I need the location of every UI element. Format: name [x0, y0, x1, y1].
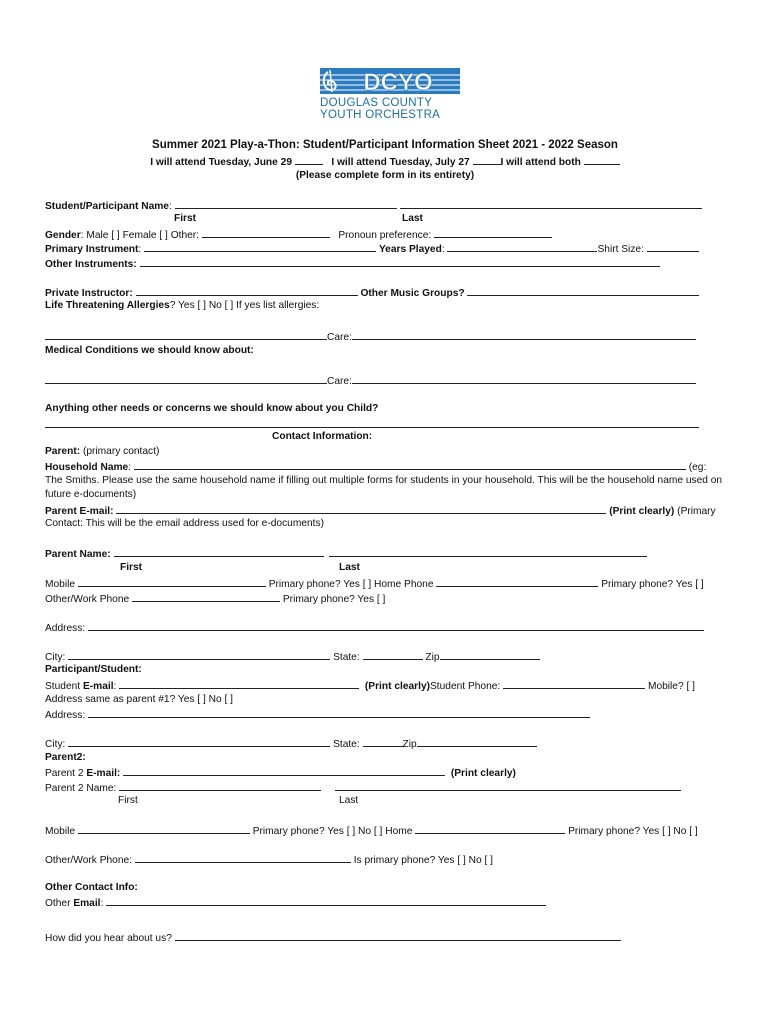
participant-same-address[interactable]: Address same as parent #1? Yes [ ] No [ ] — [45, 694, 234, 705]
student-name-label: Student/Participant Name — [45, 201, 169, 212]
instrument-row: Primary Instrument: Years Played: Shirt Size: — [45, 242, 699, 256]
primary-word: (Primary — [677, 506, 716, 517]
other-email-row: Other Email: — [45, 896, 546, 910]
hear-about-field[interactable] — [175, 931, 621, 941]
allergies-label: Life Threatening Allergies — [45, 300, 170, 311]
parent-work-primary-q[interactable]: Primary phone? Yes [ ] — [282, 594, 386, 605]
household-row: Household Name: (eg: — [45, 462, 707, 473]
parent-address-label: Address: — [45, 623, 86, 634]
participant-address-row — [45, 708, 590, 722]
other-music-groups-label: Other Music Groups? — [360, 288, 465, 299]
primary-instrument-field[interactable] — [144, 242, 376, 252]
logo-line2: YOUTH ORCHESTRA — [320, 109, 441, 121]
parent-home-primary-q[interactable]: Primary phone? Yes [ ] — [601, 579, 704, 590]
parent-mobile-field[interactable] — [78, 577, 266, 587]
other-needs-label: Anything other needs or concerns we should know about you Child? — [45, 403, 379, 414]
household-note-2: future e-documents) — [45, 489, 137, 500]
student-name-row: Student/Participant Name: — [45, 199, 702, 213]
other-email-field[interactable] — [106, 896, 546, 906]
participant-email-row: Student E-mail: (Print clearly)Student Phone: Mobile? [ ] — [45, 681, 695, 692]
parent-email-field[interactable] — [116, 504, 606, 514]
other-needs-row — [45, 418, 699, 432]
parent2-mobile-row — [45, 824, 698, 838]
parent2-email-row — [45, 766, 516, 780]
participant-mobile-q[interactable]: Mobile? [ ] — [647, 681, 695, 692]
page-title: Summer 2021 Play-a-Thon: Student/Participant Information Sheet 2021 - 2022 Season — [152, 139, 618, 151]
attend-line — [0, 155, 770, 169]
allergies-care-label: Care: — [327, 332, 352, 343]
participant-print-clearly: (Print clearly) — [364, 681, 431, 692]
participant-email-label: E-mail — [82, 681, 114, 692]
participant-student-label: Student — [45, 681, 81, 692]
years-played-label: Years Played — [378, 244, 442, 255]
parent2-heading: Parent2: — [45, 752, 86, 763]
hear-about-row — [45, 931, 621, 945]
parent2-first-caption: First — [118, 795, 138, 806]
logo-mark: DCYO — [363, 69, 433, 96]
parent2-email-field[interactable] — [123, 766, 445, 776]
parent-address-row — [45, 621, 704, 635]
primary-instrument-label: Primary Instrument — [45, 244, 139, 255]
attend-june-field[interactable] — [295, 155, 323, 165]
other-email-label: Email — [73, 898, 101, 909]
parent2-print-clearly: (Print clearly) — [450, 768, 516, 779]
parent2-mobile-field[interactable] — [78, 824, 250, 834]
allergies-row — [45, 300, 319, 312]
parent2-last-caption: Last — [339, 795, 359, 806]
medical-label: Medical Conditions we should know about: — [45, 345, 254, 356]
parent-state-field[interactable] — [363, 650, 423, 660]
medical-conditions-field[interactable] — [45, 374, 327, 384]
parent2-work-primary-q[interactable]: Is primary phone? Yes [ ] No [ ] — [353, 855, 494, 866]
participant-phone-field[interactable] — [503, 679, 645, 689]
gender-label: Gender — [45, 230, 81, 241]
parent-last-name-field[interactable] — [329, 547, 647, 557]
private-instructor-field[interactable] — [136, 286, 358, 296]
hear-about-label: How did you hear about us? — [45, 933, 172, 944]
participant-zip-label: Zip — [402, 739, 417, 750]
parent-zip-field[interactable] — [440, 650, 540, 660]
parent-email-row — [45, 504, 716, 518]
allergies-care-row — [45, 330, 696, 344]
parent-heading-row — [45, 446, 159, 458]
participant-zip-field[interactable] — [417, 737, 537, 747]
parent-first-name-field[interactable] — [114, 547, 324, 557]
parent2-mobile-primary-q[interactable]: Primary phone? Yes [ ] No [ ] Home — [252, 826, 413, 837]
parent2-last-name-field[interactable] — [335, 781, 681, 791]
shirt-size-field[interactable] — [647, 242, 699, 252]
parent-name-label: Parent Name: — [45, 549, 111, 560]
gender-other-field[interactable] — [202, 228, 330, 238]
attend-both-label: I will attend both — [500, 157, 581, 168]
parent2-mobile-label: Mobile — [45, 826, 76, 837]
years-played-field[interactable] — [447, 242, 597, 252]
gender-options[interactable]: : Male [ ] Female [ ] Other: — [80, 230, 199, 241]
parent-name-row — [45, 547, 647, 561]
parent-label: Parent: — [45, 446, 81, 457]
participant-state-field[interactable] — [363, 737, 403, 747]
other-music-groups-field[interactable] — [467, 286, 699, 296]
parent2-work-phone-field[interactable] — [135, 853, 351, 863]
parent-city-row — [45, 650, 540, 664]
participant-email-field[interactable] — [119, 679, 359, 689]
attend-july-label: I will attend Tuesday, July 27 — [331, 157, 470, 168]
participant-city-row — [45, 737, 537, 751]
parent-work-row — [45, 592, 385, 606]
medical-care-field[interactable] — [352, 374, 696, 384]
pronoun-label: Pronoun preference: — [338, 230, 432, 241]
student-first-name-field[interactable] — [175, 199, 397, 209]
participant-address-field[interactable] — [88, 708, 590, 718]
attend-june-label: I will attend Tuesday, June 29 — [150, 157, 292, 168]
parent-home-phone-field[interactable] — [436, 577, 598, 587]
attend-july-field[interactable] — [473, 155, 501, 165]
parent-first-caption: First — [120, 562, 143, 573]
other-instruments-field[interactable] — [140, 257, 660, 267]
parent2-email-label: E-mail: — [86, 768, 121, 779]
household-note: The Smiths. Please use the same household name if filling out multiple forms for students in your household. This will be the household name used on — [45, 475, 723, 486]
participant-city-field[interactable] — [68, 737, 330, 747]
parent-email-label: Parent E-mail: — [45, 506, 114, 517]
participant-heading: Participant/Student: — [45, 664, 142, 675]
other-label: Other — [45, 898, 71, 909]
attend-both-field[interactable] — [584, 155, 620, 165]
parent-email-print-clearly: (Print clearly) — [609, 506, 675, 517]
parent2-work-row — [45, 853, 493, 867]
parent-city-label: City: — [45, 652, 66, 663]
participant-state-label: State: — [333, 739, 360, 750]
parent-zip-label: Zip — [425, 652, 440, 663]
private-instructor-label: Private Instructor: — [45, 288, 133, 299]
primary-contact-note: Contact: This will be the email address used for e-documents) — [45, 518, 324, 529]
parent-work-phone-field[interactable] — [132, 592, 280, 602]
pronoun-field[interactable] — [434, 228, 552, 238]
parent2-home-primary-q[interactable]: Primary phone? Yes [ ] No [ ] — [568, 826, 698, 837]
parent-mobile-primary-q[interactable]: Primary phone? Yes [ ] Home Phone — [268, 579, 434, 590]
allergies-list-field[interactable] — [45, 330, 327, 340]
contact-heading: Contact Information: — [272, 431, 373, 442]
other-instruments-label: Other Instruments: — [45, 259, 137, 270]
parent-mobile-row — [45, 577, 704, 591]
allergies-options[interactable]: ? Yes [ ] No [ ] If yes list allergies: — [169, 300, 320, 311]
student-last-caption: Last — [402, 213, 423, 224]
student-first-caption: First — [174, 213, 197, 224]
household-name-field[interactable] — [134, 460, 686, 470]
allergies-care-field[interactable] — [352, 330, 696, 340]
parent2-name-label: Parent 2 Name: — [45, 783, 117, 794]
parent-note: (primary contact) — [82, 446, 160, 457]
parent2-first-name-field[interactable] — [119, 781, 321, 791]
other-instruments-row — [45, 257, 660, 271]
participant-city-label: City: — [45, 739, 66, 750]
gender-row — [45, 228, 552, 242]
parent-last-caption: Last — [339, 562, 360, 573]
parent2-home-phone-field[interactable] — [415, 824, 565, 834]
instructor-row — [45, 286, 699, 300]
parent-address-field[interactable] — [88, 621, 704, 631]
parent2-email-prefix: Parent 2 — [45, 768, 84, 779]
household-eg: (eg: — [688, 462, 707, 473]
parent-city-field[interactable] — [68, 650, 330, 660]
household-label: Household Name — [45, 462, 129, 473]
medical-care-row — [45, 374, 696, 388]
parent-work-label: Other/Work Phone — [45, 594, 130, 605]
parent2-work-label: Other/Work Phone: — [45, 855, 133, 866]
other-contact-heading: Other Contact Info: — [45, 882, 138, 893]
student-last-name-field[interactable] — [400, 199, 702, 209]
parent-state-label: State: — [333, 652, 360, 663]
parent2-name-row — [45, 781, 681, 795]
logo-line1: DOUGLAS COUNTY — [320, 97, 433, 109]
shirt-size-label: Shirt Size: — [597, 244, 644, 255]
participant-phone-label: Student Phone: — [430, 681, 501, 692]
medical-care-label: Care: — [327, 376, 352, 387]
parent-mobile-label: Mobile — [45, 579, 76, 590]
participant-address-label: Address: — [45, 710, 86, 721]
other-needs-field[interactable] — [45, 418, 699, 428]
form-instruction: (Please complete form in its entirety) — [295, 170, 475, 181]
